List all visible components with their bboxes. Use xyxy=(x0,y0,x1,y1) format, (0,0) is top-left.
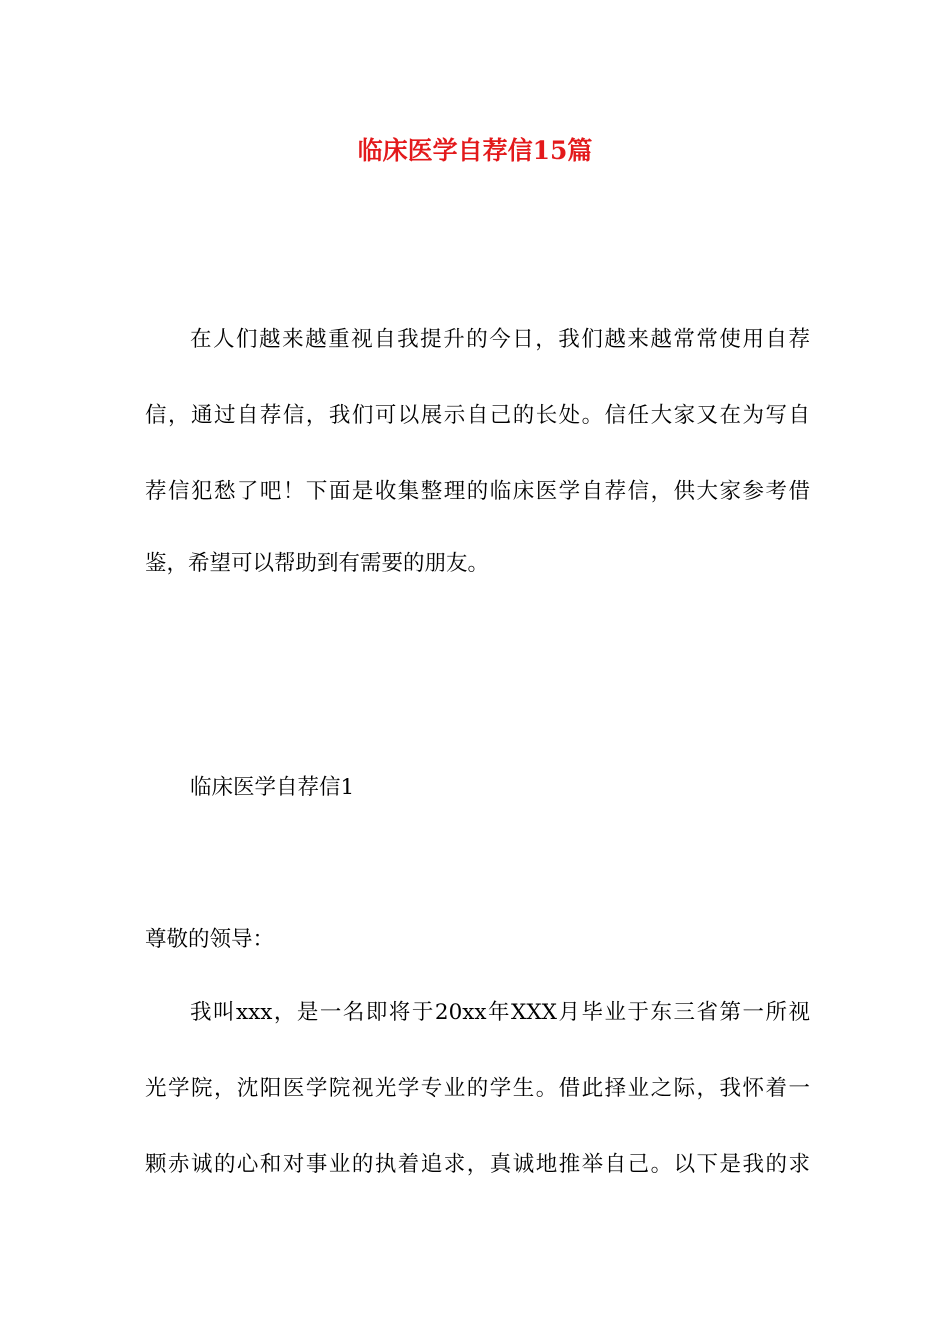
intro-line-2: 信，通过自荐信，我们可以展示自己的长处。信任大家又在为写自 xyxy=(145,403,810,428)
body-line-3: 颗赤诚的心和对事业的执着追求，真诚地推举自己。以下是我的求 xyxy=(145,1152,810,1177)
body-line-1: 我叫xxx，是一名即将于20xx年XXX月毕业于东三省第一所视 xyxy=(190,1000,810,1025)
section-heading: 临床医学自荐信1 xyxy=(190,775,355,800)
body-line-2: 光学院，沈阳医学院视光学专业的学生。借此择业之际，我怀着一 xyxy=(145,1076,810,1101)
intro-line-4: 鉴，希望可以帮助到有需要的朋友。 xyxy=(145,551,490,576)
intro-line-1: 在人们越来越重视自我提升的今日，我们越来越常常使用自荐 xyxy=(190,327,810,352)
document-title: 临床医学自荐信15篇 xyxy=(357,136,593,165)
intro-line-3: 荐信犯愁了吧！下面是收集整理的临床医学自荐信，供大家参考借 xyxy=(145,479,810,504)
salutation: 尊敬的领导： xyxy=(145,927,275,952)
